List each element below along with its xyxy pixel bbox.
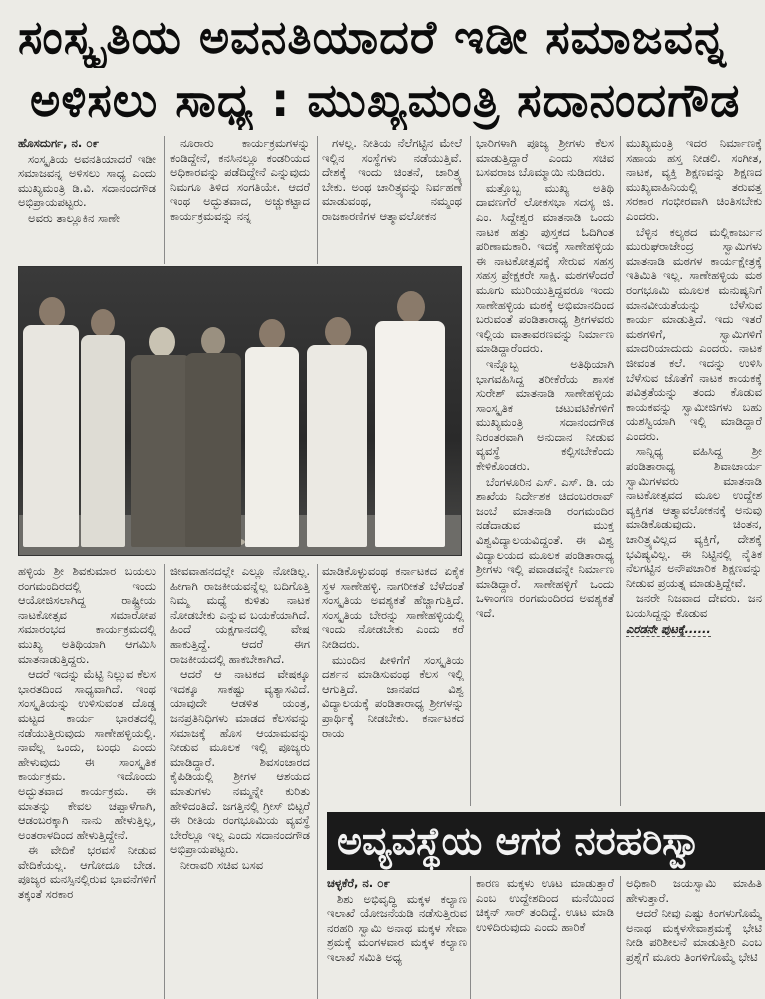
paragraph: ಕಾರಣ ಮಕ್ಕಳು ಊಟ ಮಾಡುತ್ತಾರೆ ಎಂಬ ಉದ್ದೇಶದಿಂದ ಮನೆಯಿಂದ ಚಿಕ್ಕನ್ ಸಾರ್ ತಂದಿದ್ದೆ. ಊಟ ಮಾಡಿ ಉಳಿದಿರುವುದು ಎಂದು ಹಾರಿಕೆ: [476, 876, 614, 934]
column-rule: [164, 564, 165, 999]
paragraph: ಮುಖ್ಯಮಂತ್ರಿ ಇದರ ನಿರ್ಮಾಣಕ್ಕೆ ಸಹಾಯ ಹಸ್ತ ನೀಡಲಿ. ಸಂಗೀತ, ನಾಟಕ, ವ್ಯಕ್ತಿ ಶಿಕ್ಷಣವನ್ನು ಶಿಕ್ಷಣದ ಮುಖ್ಯವಾಹಿನಿಯಲ್ಲಿ ತರುವತ್ತ ಸರಕಾರ ಗಂಭೀರವಾಗಿ ಚಿಂತಿಸಬೇಕು ಎಂದರು.: [626, 136, 762, 223]
paragraph: ಮಾಡಿಕೊಳ್ಳುವಂಥ ಕರ್ನಾಟಕದ ಏಕೈಕ ಸ್ಥಳ ಸಾಣೇಹಳ್ಳಿ. ನಾಗರೀಕತೆ ಬೆಳೆದಂತೆ ಸಂಸ್ಕೃತಿಯ ಅವಶ್ಯಕತೆ ಹೆಚ್ಚಾಗುತ್ತಿದೆ. ಸಂಸ್ಕೃತಿಯ ಬೇರನ್ನು ಸಾಣೇಹಳ್ಳಿಯಲ್ಲಿ ಇಂದು ನೋಡಬೇಕು ಎಂದು ಕರೆ ನೀಡಿದರು.: [322, 564, 464, 651]
column-rule: [470, 876, 471, 999]
paragraph: ಅವರು ತಾಲ್ಲೂಕಿನ ಸಾಣೇ: [28, 210, 120, 225]
paragraph: ಸಾನ್ನಿಧ್ಯ ವಹಿಸಿದ್ದ ಶ್ರೀ ಪಂಡಿತಾರಾಧ್ಯ ಶಿವಾಚಾರ್ಯ ಸ್ವಾಮಿಗಳವರು ಮಾತನಾಡಿ ನಾಟಕೋತ್ಸವದ ಮೂಲ ಉದ್ದೇಶ ವ್ಯಕ್ತಿಗತ ಆತ್ಮಾವಲೋಕನಕ್ಕೆ ಅನುವು ಮಾಡಿಕೊಡುವುದು. ಚಿಂತನ, ಚಾರಿತ್ರ್ಯವಿಲ್ಲದ ವ್ಯಕ್ತಿಗೆ, ದೇಶಕ್ಕೆ ಭವಿಷ್ಯವಿಲ್ಲ. ಈ ನಿಟ್ಟಿನಲ್ಲಿ ನೈತಿಕ ನೆಲಗಟ್ಟಿನ ಅನೌಪಚಾರಿಕ ಶಿಕ್ಷಣವನ್ನು ನೀಡುವ ಪ್ರಯತ್ನ ಮಾಡುತ್ತಿದ್ದೇವೆ.: [626, 444, 762, 590]
paragraph: ಗಳಲ್ಲ. ನೀತಿಯ ನೆಲೆಗಟ್ಟಿನ ಮೇಲೆ ಇಲ್ಲಿನ ಸಂಸ್ಥೆಗಳು ನಡೆಯುತ್ತಿವೆ. ದೇಶಕ್ಕೆ ಇಂದು ಚಿಂತನೆ, ಚಾರಿತ್ರ್ಯ ಬೇಕು. ಅಂಥ ಚಾರಿತ್ರ್ಯವನ್ನು ನಿರ್ವಹಣೆ ಮಾಡುವಂಥ, ನಮ್ಮಂಥ ರಾಜಕಾರಣಿಗಳ ಆತ್ಮಾವಲೋಕನ: [322, 136, 462, 223]
paragraph: ಆದರೆ ನೀವು ಎಷ್ಟು ಕಿಂಗಳುಗೊಮ್ಮೆ ಅನಾಥ ಮಕ್ಕಳಸೇವಾಶ್ರಮಕ್ಕೆ ಭೇಟಿ ನೀಡಿ ಪರಿಶೀಲನೆ ಮಾಡುತ್ತೀರಿ ಎಂಬ ಪ್ರಶ್ನೆಗೆ ಮೂರು ತಿಂಗಳಿಗೊಮ್ಮೆ ಭೇಟಿ: [626, 906, 762, 964]
article-column-5: [626, 136, 762, 808]
article-column-1-bottom: [18, 564, 156, 999]
paragraph: ಸಂಸ್ಕೃತಿಯ ಅವನತಿಯಾದರೆ ಇಡೀ ಸಮಾಜವನ್ನ ಅಳಿಸಲು ಸಾಧ್ಯ ಎಂದು ಮುಖ್ಯಮಂತ್ರಿ ಡಿ.ವಿ. ಸದಾನಂದಗೌಡ ಅಭಿಪ್ರಾಯಪಟ್ಟರು.: [18, 151, 156, 210]
photo-figure: [245, 319, 299, 547]
paragraph: ಶಿಶು ಅಭಿವೃದ್ಧಿ ಮಕ್ಕಳ ಕಲ್ಯಾಣ ಇಲಾಖೆ ಯೋಜನೆಯಡಿ ನಡೆಸುತ್ತಿರುವ ನರಹರಿ ಸ್ವಾಮಿ ಅನಾಥ ಮಕ್ಕಳ ಸೇವಾ ಶ್ರಮಕ್ಕೆ ಮಂಗಳವಾರ ಮಕ್ಕಳ ಕಲ್ಯಾಣ ಇಲಾಖೆ ಸಮಿತಿ ಅಧ್ಯ: [327, 891, 467, 964]
column-rule: [317, 564, 318, 999]
article-column-4: [476, 136, 614, 808]
sub-article-column-1: [327, 876, 467, 999]
paragraph: ಜೀವವಾಹನದಲ್ಲೇ ಎಲ್ಲೂ ನೋಡಿಲ್ಲ. ಹೀಗಾಗಿ ರಾಜಕೀಯವನ್ನೆಲ್ಲ ಬದಿಗೊತ್ತಿ ನಿಮ್ಮ ಮಧ್ಯೆ ಕುಳಿತು ನಾಟಕ ನೋಡಬೇಕು ಎನ್ನುವ ಬಯಕೆಯಾಗಿದೆ. ಹಿಂದೆ ಯಕ್ಷಗಾನದಲ್ಲಿ ವೇಷ ಹಾಕುತ್ತಿದ್ದೆ. ಆದರೆ ಈಗ ರಾಜಕೀಯದಲ್ಲಿ ಹಾಕಬೇಕಾಗಿದೆ.: [170, 564, 310, 666]
paragraph: ಆದರೆ ಇದನ್ನು ಮೆಟ್ಟಿ ನಿಲ್ಲುವ ಕೆಲಸ ಭಾರತದಿಂದ ಸಾಧ್ಯವಾಗಿದೆ. ಇಂಥ ಸಂಸ್ಕೃತಿಯನ್ನು ಉಳಿಸುವಂತ ದೊಡ್ಡ ಮಟ್ಟದ ಕಾರ್ಯ ಭಾರತದಲ್ಲಿ ನಡೆಯುತ್ತಿರುವುದು ಸಾಣೇಹಳ್ಳಿಯಲ್ಲಿ. ನಾವೆಲ್ಲ ಒಂದು, ಬಂಧು ಎಂದು ಹೇಳುವುದು ಈ ಸಾಂಸ್ಕೃತಿಕ ಕಾರ್ಯಕ್ರಮ. ಇದೊಂದು ಅದ್ಭುತವಾದ ಕಾರ್ಯಕ್ರಮ. ಈ ಮಾತನ್ನು ಕೇವಲ ಚಪ್ಪಾಳೆಗಾಗಿ, ಆಡಂಬರಕ್ಕಾಗಿ ನಾನು ಹೇಳುತ್ತಿಲ್ಲ, ಅಂತರಾಳದಿಂದ ಹೇಳುತ್ತಿದ್ದೇನೆ.: [18, 667, 156, 842]
sub-article-column-2: [476, 876, 614, 999]
main-headline-line2: ಅಳಿಸಲು ಸಾಧ್ಯ : ಮುಖ್ಯಮಂತ್ರಿ ಸದಾನಂದಗೌಡ: [30, 73, 741, 127]
paragraph: ಈ ವೇದಿಕೆ ಭರವಸೆ ನೀಡುವ ವೇದಿಕೆಯಲ್ಲ. ಆಗೋದೂ ಬೇಡ. ಪೂಜ್ಯರ ಮನಸ್ಸಿನಲ್ಲಿರುವ ಭಾವನೆಗಳಿಗೆ ತಕ್ಕಂತೆ ಸರಕಾರ: [18, 843, 156, 902]
paragraph: ಮತ್ತೊಬ್ಬ ಮುಖ್ಯ ಅತಿಥಿ ದಾವಣಗೆರೆ ಲೋಕಸಭಾ ಸದಸ್ಯ ಜಿ. ಎಂ. ಸಿದ್ದೇಶ್ವರ ಮಾತನಾಡಿ ಒಂದು ನಾಟಕ ಹತ್ತು ಪುಸ್ತಕದ ಓದಿಗಿಂತ ಪರಿಣಾಮಕಾರಿ. ಇದಕ್ಕೆ ಸಾಣೇಹಳ್ಳಿಯ ಈ ನಾಟಕೋತ್ಸವಕ್ಕೆ ಸೇರುವ ಸಹಸ್ರ ಸಹಸ್ರ ಪ್ರೇಕ್ಷಕರೇ ಸಾಕ್ಷಿ. ಮಠಗಳೆಂದರೆ ಮೂಗು ಮುರಿಯುತ್ತಿದ್ದವರೂ ಇಂದು ಸಾಣೇಹಳ್ಳಿಯ ಮಠಕ್ಕೆ ಅಭಿಮಾನದಿಂದ ಬರುವಂತೆ ಪಂಡಿತಾರಾಧ್ಯ ಶ್ರೀಗಳವರು ಇಲ್ಲಿಯ ವಾತಾವರಣವನ್ನು ನಿರ್ಮಾಣ ಮಾಡಿದ್ದಾರೆಂದರು.: [476, 180, 614, 356]
photo-figure: [131, 327, 191, 547]
article-column-3-bottom: [322, 564, 464, 804]
paragraph: ನೂರಾರು ಕಾರ್ಯಕ್ರಮಗಳನ್ನು ಕಂಡಿದ್ದೇನೆ, ಕನಸಿನಲ್ಲೂ ಕಂಡರಿಯದ ಅಧಿಕಾರವನ್ನು ಪಡೆದಿದ್ದೇನೆ ಎನ್ನುವುದು ನಿಮಗೂ ತಿಳಿದ ಸಂಗತಿಯೇ. ಆದರೆ ಇಂಥ ಅದ್ಭುತವಾದ, ಅಚ್ಚುಕಟ್ಟಾದ ಕಾರ್ಯಕ್ರಮವನ್ನು ನನ್ನ: [170, 136, 310, 223]
paragraph: ಅಧಿಕಾರಿ ಜಯಸ್ವಾಮಿ ಮಾಹಿತಿ ಹೇಳುತ್ತಾರೆ.: [626, 876, 762, 905]
column-rule: [620, 136, 621, 806]
article-column-2-bottom: [170, 564, 310, 999]
event-photo: [18, 266, 462, 556]
sub-article-headline: ಅವ್ಯವಸ್ಥೆಯ ಆಗರ ನರಹರಿಸ್ವಾ: [327, 812, 765, 870]
paragraph: ಆದರೆ ಆ ನಾಟಕದ ವೇಷಕ್ಕೂ ಇದಕ್ಕೂ ಸಾಕಷ್ಟು ವ್ಯತ್ಯಾಸವಿದೆ. ಯಾವುದೇ ಆಡಳಿತ ಯಂತ್ರ, ಜನಪ್ರತಿನಿಧಿಗಳು ಮಾಡದ ಕೆಲಸವನ್ನು ಸಮಾಜಕ್ಕೆ ಹೊಸ ಆಯಾಮವನ್ನು ನೀಡುವ ಮೂಲಕ ಇಲ್ಲಿ ಪೂಜ್ಯರು ಮಾಡಿದ್ದಾರೆ. ಶಿವಸಂಚಾರದ ಕೈಪಿಡಿಯಲ್ಲಿ ಶ್ರೀಗಳ ಆಶಯದ ಮಾತುಗಳು ನಮ್ಮನ್ನೇ ಕುರಿತು ಹೇಳಿದಂತಿದೆ. ಜಗತ್ತಿನಲ್ಲಿ ಗ್ರೀಸ್ ಬಿಟ್ಟರೆ ಈ ರೀತಿಯ ರಂಗಭೂಮಿಯ ವ್ಯವಸ್ಥೆ ಬೇರೆಲ್ಲೂ ಇಲ್ಲ ಎಂದು ಸದಾನಂದಗೌಡ ಅಭಿಪ್ರಾಯಪಟ್ಟರು.: [170, 667, 310, 857]
paragraph: ಜನರೇ ನಿಜವಾದ ದೇವರು. ಜನ ಬಯಸಿದ್ದನ್ನು ಕೊಡುವ: [626, 591, 762, 620]
column-rule: [620, 876, 621, 999]
article-column-3-top: [322, 136, 462, 264]
paragraph: ಹಳ್ಳಿಯ ಶ್ರೀ ಶಿವಕುಮಾರ ಬಯಲು ರಂಗಮಂದಿರದಲ್ಲಿ ಇಂದು ಆಯೋಜಿಸಲಾಗಿದ್ದ ರಾಷ್ಟ್ರೀಯ ನಾಟಕೋತ್ಸವ ಸಮಾರೋಪ ಸಮಾರಂಭದ ಕಾರ್ಯಕ್ರಮದಲ್ಲಿ ಮುಖ್ಯ ಅತಿಥಿಯಾಗಿ ಆಗಮಿಸಿ ಮಾತನಾಡುತ್ತಿದ್ದರು.: [18, 564, 156, 666]
main-headline-line1: ಸಂಸ್ಕೃತಿಯ ಅವನತಿಯಾದರೆ ಇಡೀ ಸಮಾಜವನ್ನ: [18, 10, 727, 64]
column-rule: [470, 136, 471, 806]
paragraph: ಭಾರಿಗಳಾಗಿ ಪೂಜ್ಯ ಶ್ರೀಗಳು ಕೆಲಸ ಮಾಡುತ್ತಿದ್ದಾರೆ ಎಂದು ಸಚಿವ ಬಸವರಾಜ ಬೊಮ್ಮಾಯಿ ನುಡಿದರು.: [476, 136, 614, 180]
column-rule: [164, 136, 165, 264]
paragraph: ಬೆಂಗಳೂರಿನ ಎಸ್. ಎಸ್. ಡಿ. ಯ ಶಾಖೆಯ ನಿರ್ದೇಶಕ ಚಿದಂಬರರಾವ್ ಜಂಬೆ ಮಾತನಾಡಿ ರಂಗಮಂದಿರ ನಡೆದಾಡುವ ಮುಕ್ತ ವಿಶ್ವವಿದ್ಯಾಲಯವಿದ್ದಂತೆ. ಈ ವಿಶ್ವ ವಿದ್ಯಾಲಯದ ಮೂಲಕ ಪಂಡಿತಾರಾಧ್ಯ ಶ್ರೀಗಳು ಇಲ್ಲಿ ಪವಾಡವನ್ನೇ ನಿರ್ಮಾಣ ಮಾಡಿದ್ದಾರೆ. ಸಾಣೇಹಳ್ಳಿಗೆ ಒಂದು ಒಳಾಂಗಣ ರಂಗಮಂದಿರದ ಅವಶ್ಯಕತೆ ಇದೆ.: [476, 474, 614, 620]
continued-on-page-note: ಎರಡನೇ ಪುಟಕ್ಕೆ......: [626, 621, 711, 636]
article-column-1-top: [18, 136, 156, 264]
dateline: ಹೊಸದುರ್ಗ, ನ. ೦೯: [18, 136, 100, 150]
paragraph: ನೀರಾವರಿ ಸಚಿವ ಬಸವ: [180, 857, 264, 872]
photo-figure: [375, 291, 445, 547]
paragraph: ಬೆಳ್ಳಿನ ಕಲ್ಯಠದ ಮಲ್ಲಿಕಾರ್ಜುನ ಮುರುಘರಾಜೇಂದ್ರ ಸ್ವಾಮಿಗಳು ಮಾತನಾಡಿ ಮಠಗಳ ಕಾರ್ಯಕ್ಷೇತ್ರಕ್ಕೆ ಇತಿಮಿತಿ ಇಲ್ಲ. ಸಾಣೇಹಳ್ಳಿಯ ಮಠ ರಂಗಭೂಮಿ ಮೂಲಕ ಮನುಷ್ಯನಿಗೆ ಮಾನವೀಯತೆಯನ್ನು ಬೆಳೆಸುವ ಕಾರ್ಯ ಮಾಡುತ್ತಿದೆ. ಇದು ಇತರೆ ಮಠಗಳಿಗೆ, ಸ್ವಾಮಿಗಳಿಗೆ ಮಾದರಿಯಾದುದು ಎಂದರು. ನಾಟಕ ಜೀವಂತ ಕಲೆ. ಇದನ್ನು ಉಳಿಸಿ ಬೆಳೆಸುವ ಜೊತೆಗೆ ನಾಟಕ ಕಾಯಕಕ್ಕೆ ಪವಿತ್ರತೆಯನ್ನು ತಂದು ಕೊಡುವ ಕಾಯಕವನ್ನು ಸ್ವಾಮೀಜಿಗಳು ಬಹು ಯಶಸ್ವಿಯಾಗಿ ಇಲ್ಲಿ ಮಾಡಿದ್ದಾರೆ ಎಂದರು.: [626, 224, 762, 443]
article-column-2-top: [170, 136, 310, 264]
sub-article-column-3: [626, 876, 762, 999]
column-rule: [317, 136, 318, 264]
photo-figure: [185, 327, 241, 547]
photo-figure: [307, 317, 367, 547]
paragraph: ಇನ್ನೊಬ್ಬ ಅತಿಥಿಯಾಗಿ ಭಾಗವಹಿಸಿದ್ದ ತರೀಕೆರೆಯ ಶಾಸಕ ಸುರೇಶ್ ಮಾತನಾಡಿ ಸಾಣೇಹಳ್ಳಿಯ ಸಾಂಸ್ಕೃತಿಕ ಚಟುವಟಿಕೆಗಳಿಗೆ ಮುಖ್ಯಮಂತ್ರಿ ಸದಾನಂದಗೌಡ ನಿರಂತರವಾಗಿ ಅನುದಾನ ನೀಡುವ ವ್ಯವಸ್ಥೆ ಕಲ್ಪಿಸಬೇಕೆಂದು ಕೇಳಿಕೊಂಡರು.: [476, 356, 614, 474]
paragraph: ಮುಂದಿನ ಪೀಳಿಗೆಗೆ ಸಂಸ್ಕೃತಿಯ ದರ್ಶನ ಮಾಡಿಸುವಂಥ ಕೆಲಸ ಇಲ್ಲಿ ಆಗುತ್ತಿದೆ. ಜಾನಪದ ವಿಶ್ವ ವಿದ್ಯಾಲಯಕ್ಕೆ ಪಂಡಿತಾರಾಧ್ಯ ಶ್ರೀಗಳನ್ನು ಪ್ರಾರ್ಥಿಕ್ಕೆ ನೀಡಬೇಕು. ಕರ್ನಾಟಕದ ರಾಯ: [322, 652, 464, 740]
photo-figure: [23, 297, 79, 547]
dateline: ಚಳ್ಳಕೆರೆ, ನ. ೦೯: [327, 876, 391, 890]
photo-figure: [81, 309, 125, 547]
